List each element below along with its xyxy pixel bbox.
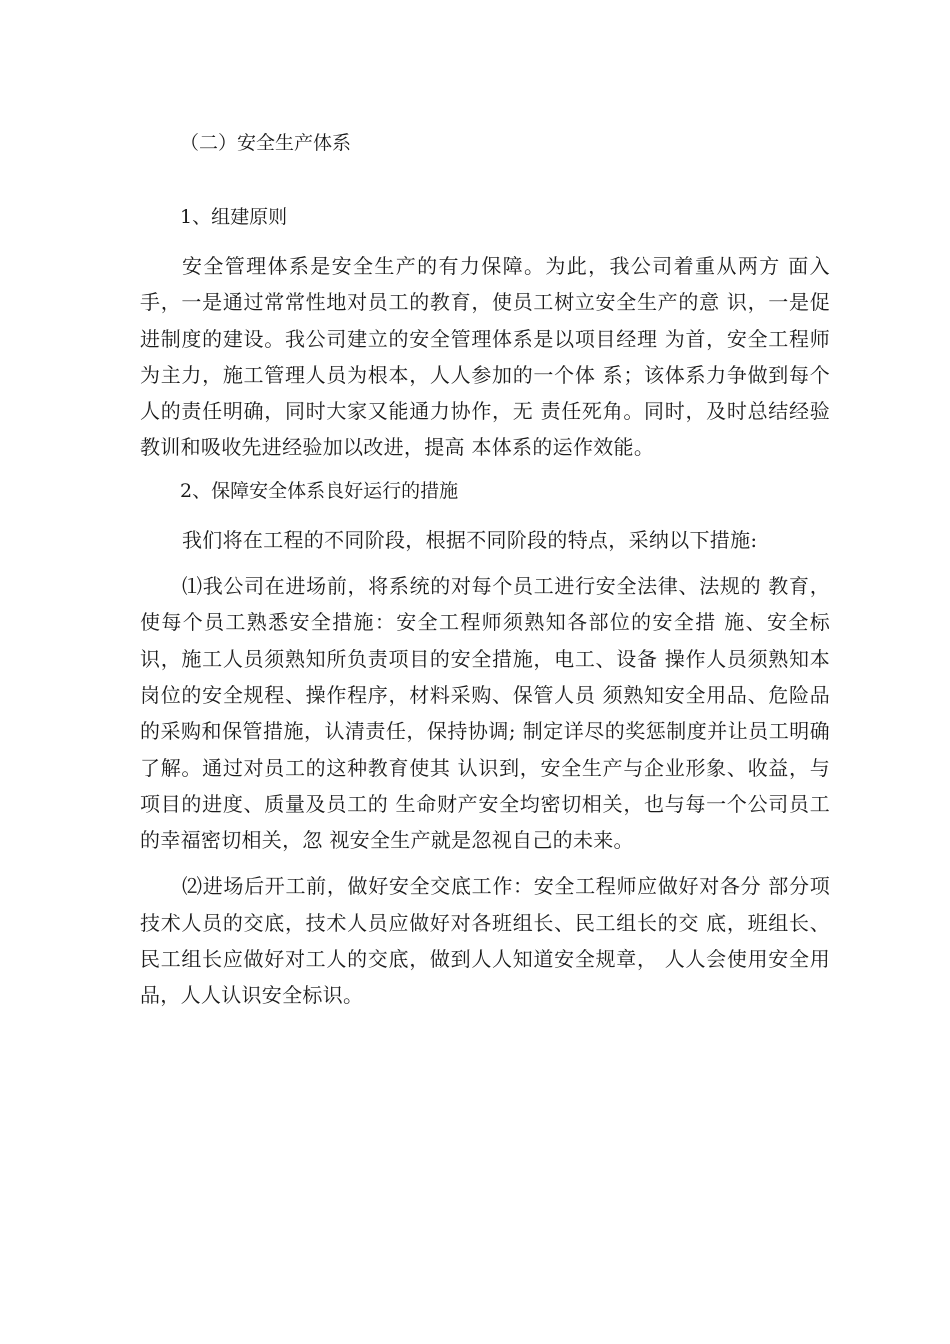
document-body <box>140 128 830 1014</box>
subheading-principles: 1、组建原则 <box>180 206 288 228</box>
paragraph-measure-2: ⑵进场后开工前，做好安全交底工作：安全工程师应做好对各分 部分项技术人员的交底，技术人员应做好对各班组长、民工组长的交 底，班组长、民工组长应做好对工人的交底，做到人人知道安全规章， 人人会使用安全用品，人人认识安全标识。 <box>140 874 830 1008</box>
section-heading: （二）安全生产体系 <box>180 132 352 154</box>
paragraph-measures-intro: 我们将在工程的不同阶段，根据不同阶段的特点，采纳以下措施: <box>182 527 758 552</box>
paragraph-principles: 安全管理体系是安全生产的有力保障。为此，我公司着重从两方 面入手，一是通过常常性地对员工的教育，使员工树立安全生产的意 识，一是促进制度的建设。我公司建立的安全管理体系是以项目经理 为首，安全工程师为主力，施工管理人员为根本，人人参加的一个体 系；该体系力争做到每个人的责任明确，同时大家又能通力协作，无 责任死角。同时，及时总结经验教训和吸收先进经验加以改进，提高 本体系的运作效能。 <box>140 254 830 460</box>
subheading-measures: 2、保障安全体系良好运行的措施 <box>180 479 459 502</box>
paragraph-measure-1: ⑴我公司在进场前，将系统的对每个员工进行安全法律、法规的 教育，使每个员工熟悉安全措施：安全工程师须熟知各部位的安全措 施、安全标识，施工人员须熟知所负责项目的安全措施，电工、设备 操作人员须熟知本岗位的安全规程、操作程序，材料采购、保管人员 须熟知安全用品、危险品的采购和保管措施，认清责任，保持协调; 制定详尽的奖惩制度并让员工明确了解。通过对员工的这种教育使其 认识到，安全生产与企业形象、收益，与项目的进度、质量及员工的 生命财产安全均密切相关，也与每一个公司员工的幸福密切相关，忽 视安全生产就是忽视自己的未来。 <box>140 574 830 853</box>
